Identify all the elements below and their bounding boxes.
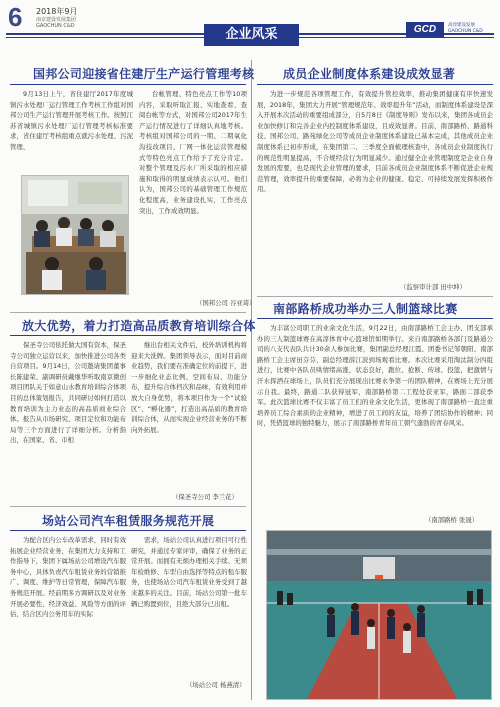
article-title-baoshengsi: 放大优势，着力打造高品质教育培训综合体 xyxy=(22,319,256,333)
page-header xyxy=(0,0,500,52)
publisher-en: GAOCHUN C&D xyxy=(36,23,75,29)
article-guobang-col1: 9月13日上午，省住建厅2017年度城镇污水处理厂运行管理工作考核工作组对国邦公司生产运行管理开展考核工作。按照江苏省城镇污水处理厂运行管理考核标准要求，省住建厅考核组重点就污水处理、污泥管理、 xyxy=(10,90,133,151)
article-guobang-col2: 台帐管理、特色亮点工作等10项内容，采取听取汇报、实地查看、查阅台帐等方式，对国邦公司2017年生产运行情况进行了详细认真地考核。考核组对国邦公司的一期、二期氧化沟技改项目、厂网一体化运营管理模式等特色亮点工作给予了充分肯定。对整个管理及污水厂所采取的相应措施和取得的明显成绩表示认可。他们认为，国邦公司的基础管理工作规范化程度高，业务建设扎实，工作亮点突出，工作成效明显。 xyxy=(139,90,247,215)
title-rule xyxy=(10,530,246,531)
basketball-photo xyxy=(266,530,492,700)
article-title-basketball: 南部路桥成功举办三人制篮球比赛 xyxy=(273,302,458,316)
logo-caption xyxy=(448,23,483,35)
title-rule xyxy=(257,318,493,319)
article-title-changzhan: 场站公司汽车租赁服务规范开展 xyxy=(42,514,215,528)
section-divider xyxy=(10,506,246,507)
title-rule xyxy=(10,335,246,336)
article-changzhan-signature: （场站公司 杨燕清） xyxy=(186,681,246,689)
page-number: 6 xyxy=(8,2,23,32)
article-title-zhidu: 成员企业制度体系建设成效显著 xyxy=(283,67,456,81)
issue-date: 2018年9月 xyxy=(36,7,78,16)
article-zhidu-signature: （监察审计部 田中坤） xyxy=(400,283,466,291)
section-divider xyxy=(257,296,493,297)
article-basketball-body: 为丰富公司职工的业余文化生活，9月22日，由南部路桥工会主办、团支部承办的三人制篮球赛在高淳体育中心篮球馆如期举行。来自南部路桥各部门及路通公司的八支代表队共计30余人参加比赛，集团副总经理江霞、团委书记邹朝阳、南部路桥工会主席田芬芬、副总经理薛江波到场观看比赛。本次比赛采用淘汰制分四组进行，比赛中各队员哄情绪高涨，状态良好，跑位、抢断、传球、投篮，把激情与汗水挥洒在球场上，队员们充分展现出比赛永争第一的团队精神，在赛场上充分展示自我。最终，路通二队获得冠军，南部路桥第二工程处获亚军，路面二部获季军。此次篮球比赛不仅丰富了员工们的业余文化生活，更体现了南部路桥一直注重培养员工综合素质的企业精神，增进了员工间的友谊，培养了团结协作的精神；同时，凭借篮球的独特魅力，展示了南部路桥青年员工朝气蓬勃的青春风采。 xyxy=(257,324,493,428)
article-guobang-signature: （国邦公司 谷亚琦） xyxy=(196,299,256,307)
title-rule xyxy=(10,84,246,85)
article-title-guobang: 国邦公司迎接省住建厅生产运行管理考核 xyxy=(33,67,255,81)
article-baoshengsi-col2: 继出台相关文件后，校外培训机构将迎来大洗牌。集团领导表示，面对目前商业趋势，我们要在准确定位的前提下，进一步细化业态比例、空间布局、功能分布，提升综合体档次和品味，有效利用并放大自身优势，将本项目作为一个“试验区”、“孵化器”，打造出高品质的教育培训综合体，从而实现企业经营业务的不断向外拓展。 xyxy=(131,341,247,434)
article-changzhan-col1: 为配合区内公车改革需求，同时有效拓展企业经营业务，在集团大力支持和工作指导下，集团下属场站公司增设汽车服务中心，具体负责汽车租赁业务的营销推广、调度、维护等日常管理，保障汽车服务规范开展。经前期多方调研以及对业务开展必要性、经济效益、风险等方面的评估，结合区内公务用车的实际 xyxy=(10,536,126,619)
section-title: 企业风采 xyxy=(204,24,299,46)
article-baoshengsi-col1: 保圣寺公司依托做大国有资本，保圣寺公司独立运营以来，加快推进公司各类自营项目。9月14日，公司邀请集团董事长陈建荣、副调研员戴继华听取南京微创项目团队关于如意山水教育培训综合体项目的总体策划报告，共同研讨如何打造以教育培训为主力业态的高品质商业综合体。报告从市场研究、项目定位和功能布局等三个方面进行了详细分析。分析指出，在国家、省、市相 xyxy=(10,341,126,445)
meeting-photo-image xyxy=(22,176,128,294)
logo-caption-en: GAOCHUN C&D xyxy=(448,29,483,34)
title-rule xyxy=(257,84,493,85)
logo-caption-cn: 高淳建设发展 xyxy=(448,23,475,28)
article-basketball-signature: （南部路桥 张晟） xyxy=(425,516,479,524)
column-divider xyxy=(251,60,252,700)
publisher-name xyxy=(36,17,76,29)
article-zhidu-body: 为进一步规范各项管理工作，有效提升管控效率，推动集团健康有序快速发展，2018年，集团大力开展“管理规范年、效率提升年”活动，而制度体系建设是深入开展本次活动的重要组成部分，自5月8日《制度导则》发布以来，集团各成员企业加快修订和完善企业内控制度体系建设，且成效显著。目前，南部路桥、路通科技、国邦公司、路苑绿化公司等成员企业制度体系建设已基本完成，其他成员企业制度体系已初步形成，在集团第二、三季度全面梳理核查中，各成员企业制度执行的规范性明显提高，不合规经营行为明显减少。通过健全企业管理制度是企业自身发展的需要，也是现代企业管理的要求，目前各成员企业制度体系不断促进企业规范管理，效率提升的重要保障，必将为企业的健康、稳定、可持续发展发挥积极作用。 xyxy=(257,90,493,194)
meeting-photo xyxy=(21,175,129,295)
section-divider xyxy=(10,312,246,313)
gcd-logo: GCD xyxy=(406,22,444,37)
basketball-photo-image xyxy=(267,531,491,699)
publisher-cn: 南京建设发展集团 xyxy=(36,17,77,23)
article-baoshengsi-signature: （保圣寺公司 李兰花） xyxy=(172,493,238,501)
article-changzhan-col2: 需求，场站公司认真进行项目可行性研究，并通过专家评审，确保了业务的正常开展。而拥有无烦办理相关手续、无须年检维修、车型自由选择等特点的租车服务，也使场站公司汽车租赁业务受到了越来越多的关注。目前，场站公司第一批车辆已购置到位，且绝大部分已出租。 xyxy=(131,536,247,608)
